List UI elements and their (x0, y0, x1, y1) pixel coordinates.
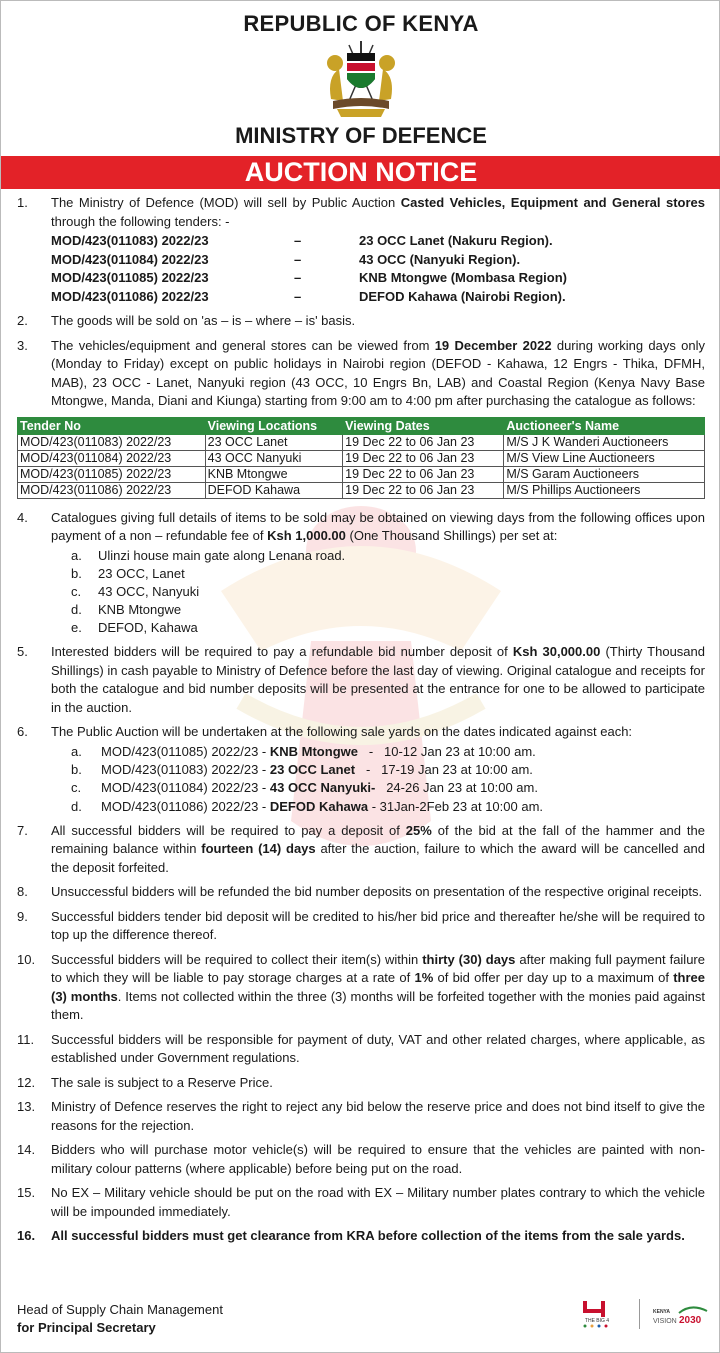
big-four-logo-icon (579, 1299, 615, 1329)
yard-tender-code: MOD/423(011086) 2022/23 - (101, 798, 270, 814)
clause-number: 14. (17, 1142, 36, 1158)
list-text (101, 798, 543, 817)
clause-2 (1, 312, 720, 331)
table-cell: DEFOD Kahawa (205, 482, 343, 498)
kenya-vision-2030-logo-icon (651, 1301, 711, 1329)
clause-text: Successful bidders will be required to collect their item(s) within (51, 951, 423, 967)
tender-dash: – (294, 270, 302, 285)
clause-4 (1, 509, 720, 546)
clause-text: The sale is subject to a Reserve Price. (51, 1074, 273, 1090)
clause-text: of the bid at the fall of the hammer and the remaining balance within (51, 822, 705, 857)
tender-list (1, 232, 720, 306)
clause-text: The Ministry of Defence (MOD) will sell by Public Auction (51, 195, 401, 210)
table-cell: M/S Phillips Auctioneers (504, 482, 705, 498)
tender-dash: – (294, 251, 302, 267)
column-header: Viewing Dates (343, 417, 504, 434)
clause-text: Bidders who will purchase motor vehicle(s) will be required to ensure that the vehicles are painted with non-military colour patterns (where applicable) before being put on the road. (51, 1142, 705, 1176)
list-item (1, 565, 720, 583)
list-letter: d. (71, 602, 82, 618)
yard-tender-code: MOD/423(011083) 2022/23 - (101, 762, 270, 778)
list-text (101, 761, 533, 780)
clause-bold-text: Ksh 1,000.00 (267, 528, 346, 543)
clause-bold-text: 19 December 2022 (434, 337, 552, 353)
list-item (1, 779, 720, 797)
table-cell: 19 Dec 22 to 06 Jan 23 (343, 434, 504, 450)
column-header: Tender No (18, 417, 206, 434)
table-cell: MOD/423(011086) 2022/23 (18, 482, 206, 498)
clause-8 (1, 883, 720, 902)
yard-dates: - 17-19 Jan 23 at 10:00 am. (355, 762, 533, 778)
table-row (18, 434, 705, 450)
clause-text: The Public Auction will be undertaken at the following sale yards on the dates indicated against each: (51, 724, 633, 740)
clause-text: Successful bidders tender bid deposit will be credited to his/her bid price and thereafter he/she will be required to top up the difference thereof. (51, 908, 705, 943)
clause-text: through the following tenders: - (51, 213, 230, 229)
yard-name: 23 OCC Lanet (269, 762, 356, 778)
tender-row (1, 232, 720, 251)
logo-divider (639, 1299, 640, 1329)
list-item (1, 743, 720, 761)
clause-text: Unsuccessful bidders will be refunded the bid number deposits on presentation of the respective original receipts. (51, 884, 703, 900)
yard-dates: - 10-12 Jan 23 at 10:00 am. (357, 743, 536, 759)
tender-location: DEFOD Kahawa (Nairobi Region). (359, 288, 566, 304)
auction-notice-banner: AUCTION NOTICE (1, 156, 720, 189)
clause-text: All successful bidders will be required to pay a deposit of (51, 822, 406, 838)
clause-bold-text: three (3) months (51, 970, 706, 1004)
clause-number: 13. (17, 1099, 36, 1115)
list-letter: a. (71, 743, 82, 759)
clause-number: 7. (17, 822, 28, 838)
list-text: KNB Mtongwe (98, 602, 182, 618)
list-letter: c. (71, 583, 82, 599)
clause-bold-text: fourteen (14) days (201, 841, 316, 857)
table-cell: M/S J K Wanderi Auctioneers (504, 434, 705, 450)
clause-13 (1, 1098, 720, 1135)
table-cell: MOD/423(011084) 2022/23 (18, 450, 206, 466)
tender-dash: – (294, 288, 302, 304)
clause-1 (1, 194, 720, 231)
clause-text: Catalogues giving full details of items to be sold may be obtained on viewing days from the following offices upon payment of a non – refundable fee of (51, 509, 705, 543)
clause-7 (1, 822, 720, 878)
column-header: Auctioneer's Name (504, 417, 705, 434)
list-letter: e. (71, 620, 82, 636)
list-letter: c. (71, 780, 82, 796)
clause-text: . Items not collected within the three (3) months will be forfeited together with the monies paid against them. (51, 988, 705, 1023)
table-cell: 19 Dec 22 to 06 Jan 23 (343, 450, 504, 466)
table-cell: MOD/423(011085) 2022/23 (18, 466, 206, 482)
list-item (1, 601, 720, 619)
list-letter: b. (71, 565, 82, 581)
republic-title: REPUBLIC OF KENYA (243, 11, 479, 36)
list-item (1, 583, 720, 601)
clause-9 (1, 908, 720, 945)
tender-table (17, 417, 705, 499)
yard-name: 43 OCC Nanyuki- (269, 780, 376, 796)
list-item (1, 798, 720, 816)
clause-text: No EX – Military vehicle should be put on the road with EX – Military number plates contrary to which the vehicle will be impounded immediately. (51, 1185, 705, 1219)
list-text (101, 779, 538, 798)
clause-6 (1, 723, 720, 742)
clause-bold-text: 25% (405, 822, 432, 838)
clause-10 (1, 951, 720, 1025)
clause-number: 2. (17, 313, 28, 328)
clause-number: 6. (17, 724, 28, 740)
column-header: Viewing Locations (205, 417, 343, 434)
clause-5 (1, 643, 720, 717)
clause-number: 8. (17, 884, 28, 900)
clause-number: 4. (17, 509, 28, 525)
yard-dates: 24-26 Jan 23 at 10:00 am. (375, 780, 538, 796)
table-cell: M/S Garam Auctioneers (504, 466, 705, 482)
tender-code: MOD/423(011085) 2022/23 (51, 270, 209, 285)
clause-text: The goods will be sold on 'as – is – where – is' basis. (51, 313, 356, 328)
tender-location: 23 OCC Lanet (Nakuru Region). (359, 233, 553, 248)
clause-bold-text: Casted Vehicles, Equipment and General stores (400, 195, 705, 210)
signature-block (17, 1301, 223, 1337)
tender-dash: – (294, 233, 302, 248)
coat-of-arms-icon (309, 39, 413, 121)
list-text: DEFOD, Kahawa (98, 620, 198, 636)
yard-name: DEFOD Kahawa (269, 798, 369, 814)
table-row (18, 466, 705, 482)
list-text: Ulinzi house main gate along Lenana road. (98, 547, 346, 563)
clause-text: (Thirty Thousand Shillings) in cash payable to Ministry of Defence before the last day of viewing. Original catalogue and receipts for both the catalogue and bid number deposits will be presented at the entrance for one to be allowed to participate in the auction. (51, 644, 705, 715)
notice-body (1, 194, 720, 1252)
ministry-title: MINISTRY OF DEFENCE (235, 123, 487, 148)
clause-number: 3. (17, 337, 28, 353)
office-list (1, 547, 720, 638)
table-cell: KNB Mtongwe (205, 466, 343, 482)
table-header-row (18, 417, 705, 434)
table-cell: MOD/423(011083) 2022/23 (18, 434, 206, 450)
clause-number: 5. (17, 644, 28, 660)
tender-row (1, 288, 720, 307)
clause-bold-text: thirty (30) days (422, 951, 516, 967)
tender-code: MOD/423(011083) 2022/23 (51, 233, 209, 248)
table-cell: 19 Dec 22 to 06 Jan 23 (343, 466, 504, 482)
yard-name: KNB Mtongwe (269, 743, 358, 759)
clause-text: after the auction, failure to which the award will be cancelled and the deposit forfeited. (51, 841, 705, 875)
list-item (1, 619, 720, 637)
list-text (101, 743, 536, 762)
signatory-title: Head of Supply Chain Management (17, 1302, 223, 1317)
tender-row (1, 269, 720, 288)
clause-number: 9. (17, 908, 28, 924)
clause-number: 15. (17, 1185, 36, 1201)
clause-text: of bid offer per day up to a maximum of (433, 970, 674, 986)
clause-bold-text: Ksh 30,000.00 (512, 644, 601, 660)
clause-number: 1. (17, 195, 28, 210)
clause-bold-text: 1% (414, 970, 434, 986)
clause-number: 12. (17, 1074, 36, 1090)
yard-tender-code: MOD/423(011085) 2022/23 - (101, 743, 270, 759)
yard-tender-code: MOD/423(011084) 2022/23 - (101, 780, 270, 796)
list-text: 23 OCC, Lanet (98, 565, 185, 581)
sale-yard-list (1, 743, 720, 816)
table-cell: 19 Dec 22 to 06 Jan 23 (343, 482, 504, 498)
table-cell: M/S View Line Auctioneers (504, 450, 705, 466)
clause-text: after making full payment failure to which they will be liable to pay storage charges at a rate of (51, 951, 705, 986)
table-cell: 23 OCC Lanet (205, 434, 343, 450)
clause-number: 11. (17, 1031, 35, 1047)
tender-location: 43 OCC (Nanyuki Region). (359, 251, 521, 267)
clause-text: Successful bidders will be responsible for payment of duty, VAT and other related charges, where applicable, as established under Government regulations. (51, 1031, 705, 1066)
tender-row (1, 251, 720, 270)
svg-text:THE BIG 4: THE BIG 4 (584, 1318, 610, 1324)
list-item (1, 547, 720, 565)
clause-14 (1, 1141, 720, 1178)
list-item (1, 761, 720, 779)
svg-text:2030: 2030 (679, 1315, 702, 1326)
tender-code: MOD/423(011084) 2022/23 (51, 251, 209, 267)
clause-3 (1, 337, 720, 411)
clause-text: The vehicles/equipment and general stores can be viewed from (51, 337, 435, 353)
tender-code: MOD/423(011086) 2022/23 (51, 288, 209, 304)
list-text: 43 OCC, Nanyuki (98, 583, 200, 599)
list-letter: b. (71, 762, 82, 778)
clause-text: Interested bidders will be required to pay a refundable bid number deposit of (51, 644, 513, 660)
clause-16 (1, 1227, 720, 1246)
svg-text:VISION: VISION (653, 1318, 677, 1325)
clause-text: Ministry of Defence reserves the right to reject any bid below the reserve price and does not bind itself to give the reasons for the rejection. (51, 1099, 705, 1133)
clause-number: 16. (17, 1228, 36, 1244)
svg-text:KENYA: KENYA (653, 1309, 671, 1315)
clause-text: during working days only (Monday to Friday) except on public holidays in Nairobi region (DEFOD - Kahawa, 12 Engrs - Thika, DFMH, MAB), 23 OCC - Lanet, Nanyuki region (43 OCC, 10 Engrs Bn, LAB) and Coastal Region (Kenya Navy Base Mtongwe, Manda, Diani and Kiunga) starting from 9:00 am to 4:00 pm after purchasing the catalogue as follows: (51, 337, 705, 408)
list-letter: d. (71, 798, 82, 814)
tender-location: KNB Mtongwe (Mombasa Region) (359, 270, 567, 285)
signatory-on-behalf: for Principal Secretary (17, 1320, 156, 1335)
clause-11 (1, 1031, 720, 1068)
table-row (18, 482, 705, 498)
table-row (18, 450, 705, 466)
list-letter: a. (71, 547, 82, 563)
clause-number: 10. (17, 951, 36, 967)
clause-text: All successful bidders must get clearance from KRA before collection of the items from the sale yards. (51, 1228, 685, 1244)
clause-12 (1, 1074, 720, 1093)
clause-15 (1, 1184, 720, 1221)
table-cell: 43 OCC Nanyuki (205, 450, 343, 466)
clause-text: (One Thousand Shillings) per set at: (345, 528, 558, 543)
yard-dates: - 31Jan-2Feb 23 at 10:00 am. (368, 798, 544, 814)
